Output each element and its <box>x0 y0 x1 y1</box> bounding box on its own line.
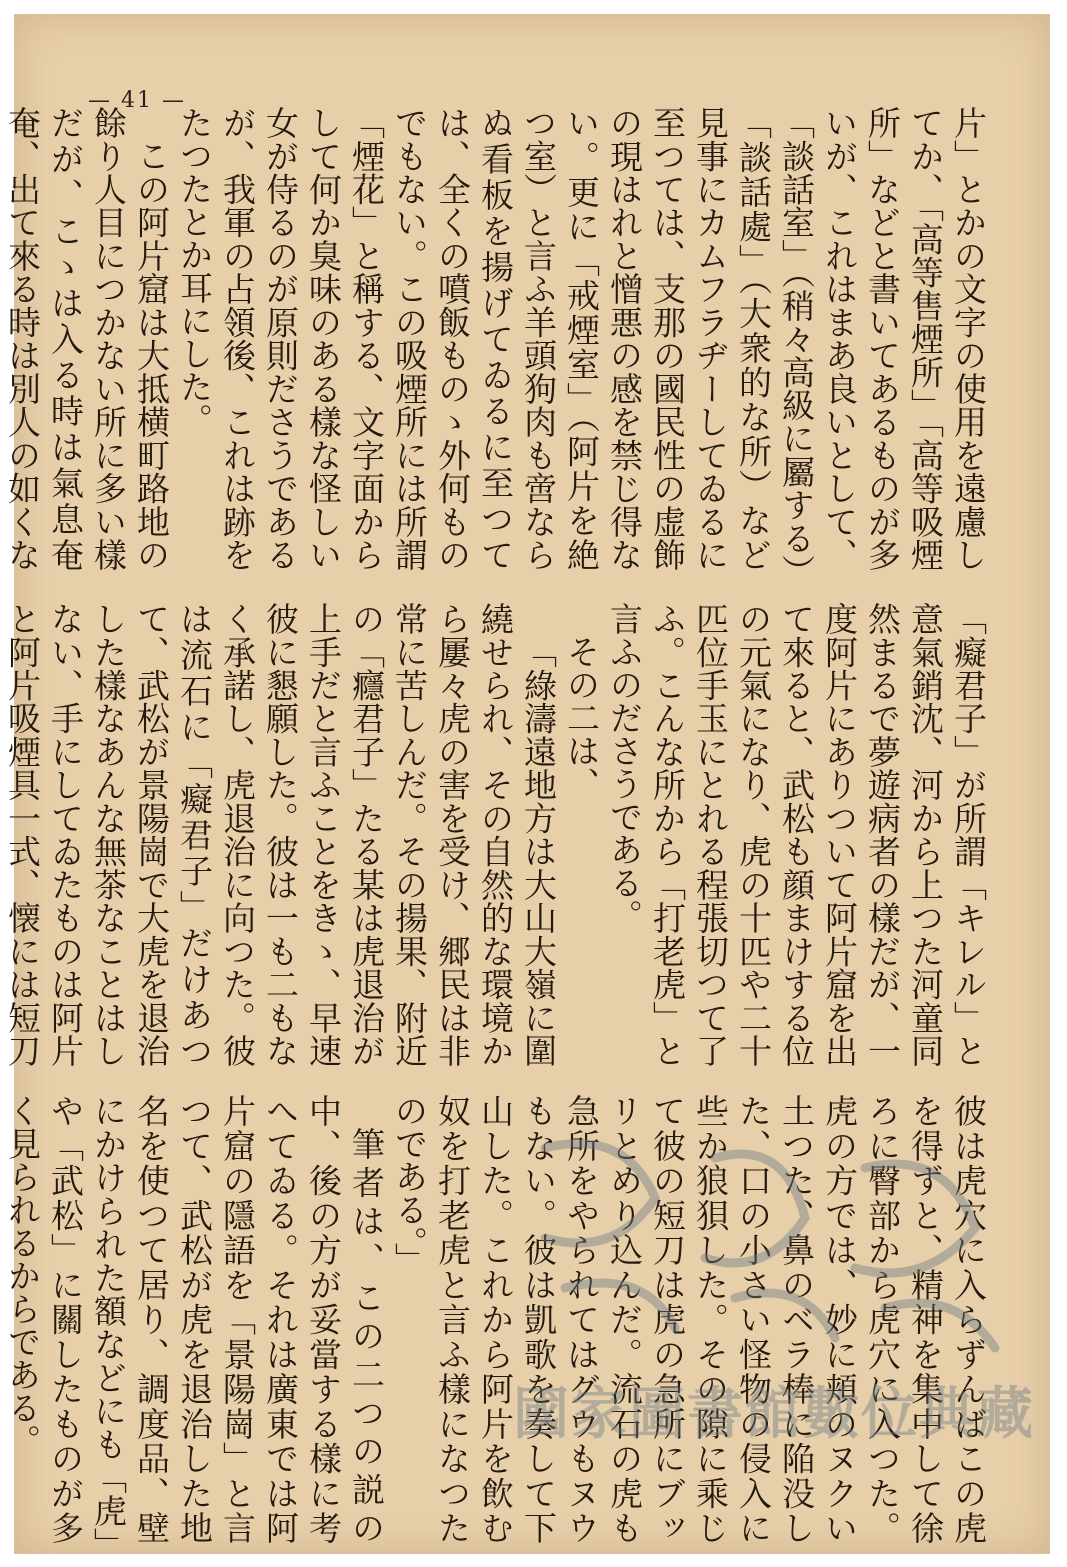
paragraph: その二は、 <box>562 635 601 800</box>
text-tier-top <box>3 106 990 572</box>
text-tier-middle <box>3 602 990 1068</box>
watermark-text: 國家圖書館數位典藏 <box>513 1382 1035 1447</box>
text-tier-bottom <box>3 1094 990 1544</box>
page-number: — 41 — <box>88 88 186 113</box>
paragraph: 「癡君子」が所謂「キレル」と意氣銷沈、河から上つた河童同然まるで夢遊病者の樣だが、一度阿片にありついて阿片窟を出て來ると、武松も顔まけする位の元氣になり、虎の十匹や二十匹位手玉にとれる程張切つて了ふ。こんな所から「打老虎」と言ふのださうである。 <box>605 602 988 1068</box>
paragraph <box>0 1094 1 1544</box>
paragraph: この阿片窟は大抵横町路地の餘り人目につかない所に多い樣だが、こゝは入る時は氣息奄奄、出て來る時は別人の如くな <box>3 106 171 572</box>
paragraph: 片」とかの文字の使用を遠慮してか、「高等售煙所」「高等吸煙所」などと書いてあるものが多いが、これはまあ良いとして、「談話室」（稍々高級に屬する）「談話處」（大衆的な所）など見事にカムフラヂーしてゐるに至つては、支那の國民性の虚飾の現はれと憎悪の感を禁じ得ない。更に「戒煙室」（阿片を絶つ室）と言ふ羊頭狗肉も啻ならぬ看板を揚げてゐるに至つては、全くの噴飯ものゝ外何ものでもない。この吸煙所には所謂「煙花」と稱する、文字面からして何か臭味のある樣な怪しい女が侍るのが原則ださうであるが、我軍の占領後、これは跡をたつたとか耳にした。 <box>175 106 988 572</box>
paragraph: 筆者は、この二つの説の中、後の方が妥當する樣に考へてゐる。それは廣東では阿片窟の隱語を「景陽崗」と言つて、武松が虎を退治した地名を使つて居り、調度品、壁にかけられた額などにも「虎」や「武松」に關したものが多く見られるからである。 <box>3 1094 386 1544</box>
document-page <box>3 14 1050 1554</box>
paragraph: 「綠濤遠地方は大山大嶺に圍繞せられ、その自然的な環境から屢々虎の害を受け、郷民は非常に苦しんだ。その揚果、附近の「癮君子」たる某は虎退治が上手だと言ふことをきゝ、早速彼に懇願した。彼は一も二もなく承諾し、虎退治に向つた。彼は流石に「癡君子」だけあつて、武松が景陽崗で大虎を退治した樣なあんな無茶なことはしない、手にしてゐたものは阿片と阿片吸煙具一式、懐には短刀 <box>3 602 558 1068</box>
paragraph: 彼は虎穴に入らずんばこの虎を得ずと、精神を集中して徐ろに臀部から虎穴に入つた。虎の方では、妙に頬のヌクい土つた、鼻のベラ棒に陥没した、口の小さい怪物の侵入に些か狼狽した。その隙に乘じて彼の短刀は虎の急所にブッリとめり込んだ。流石の虎も急所をやられてはグウもヌウもない。彼は凱歌を奏して下山した。これから阿片を飲む奴を打老虎と言ふ樣になつたのである。」 <box>390 1094 988 1544</box>
